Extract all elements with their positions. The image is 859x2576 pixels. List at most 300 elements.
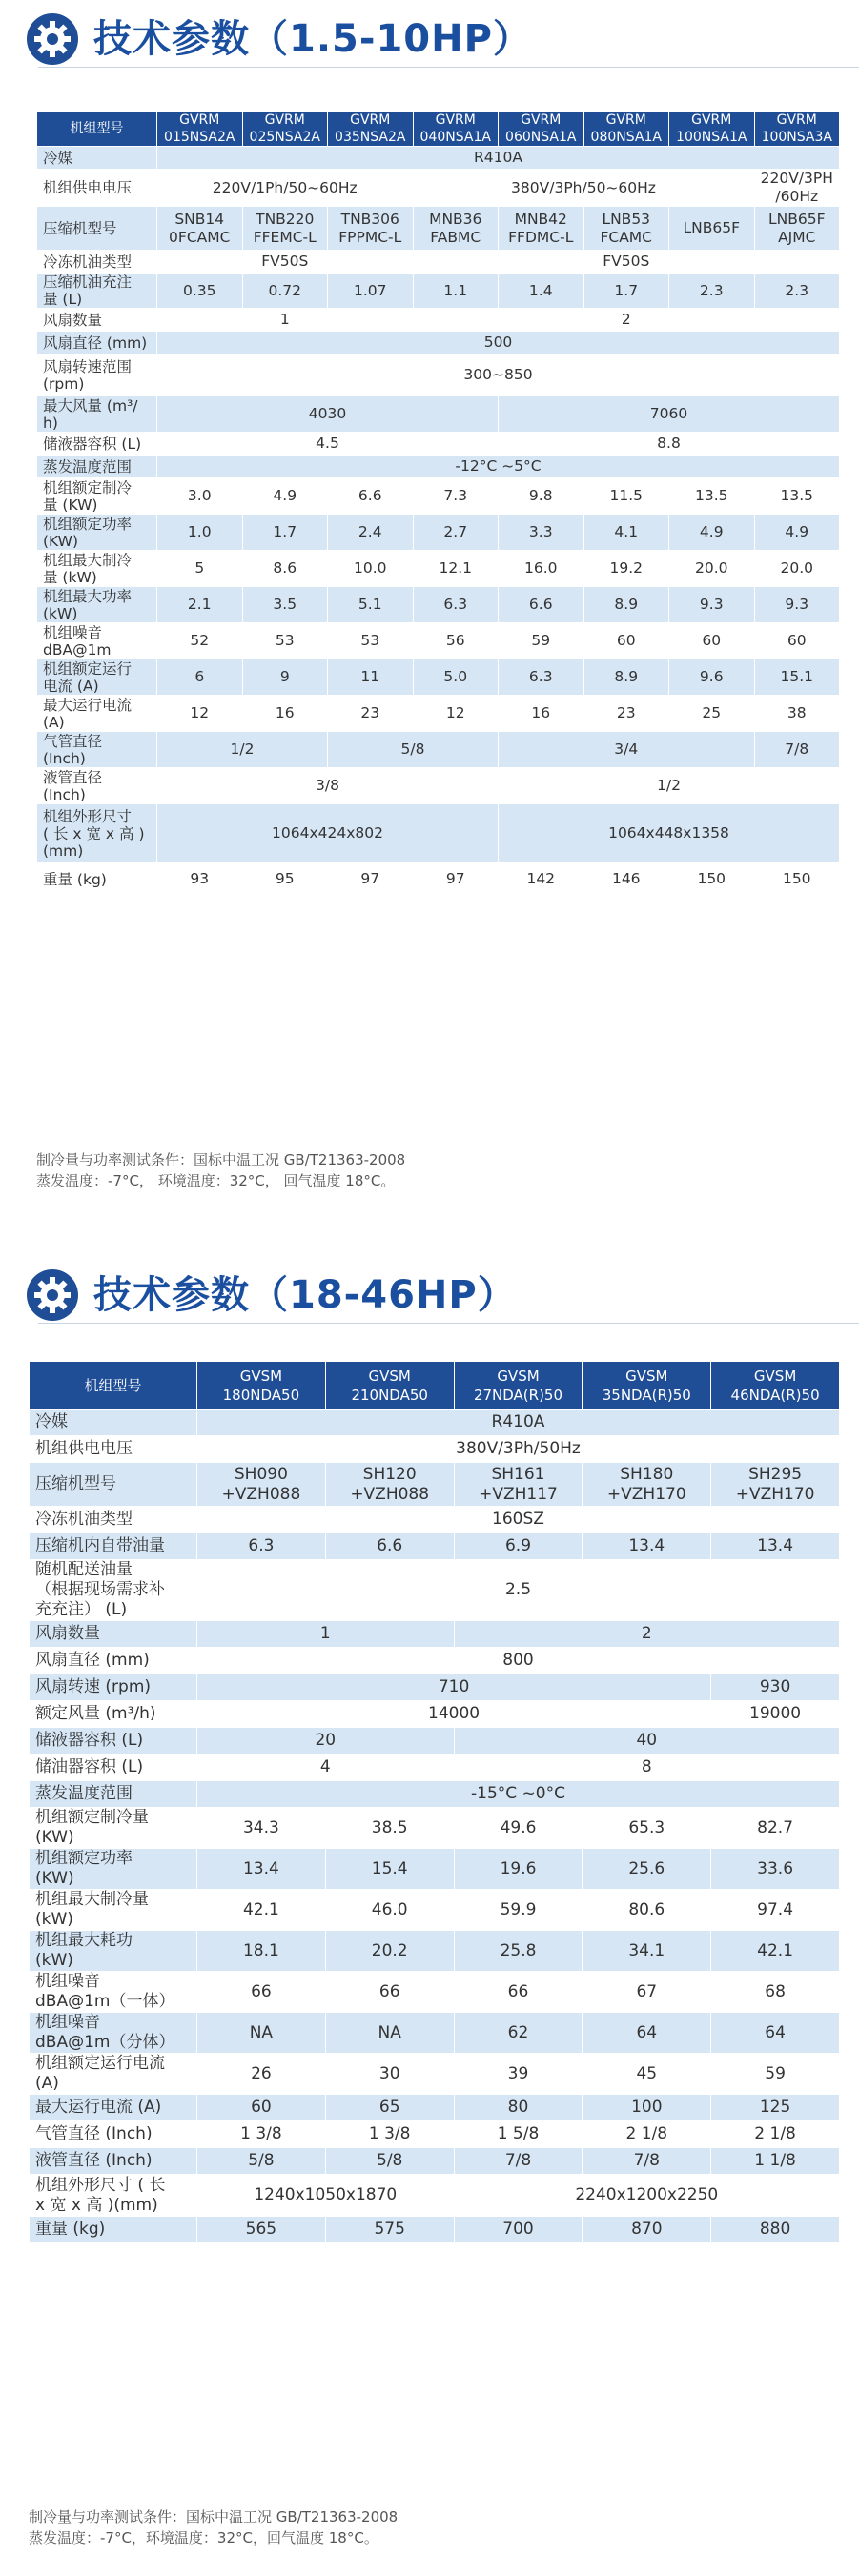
value-cell: 59 (499, 623, 584, 659)
table-row (30, 1755, 840, 1781)
value-cell: 575 (325, 2217, 454, 2243)
model-header-cell: GVRM 060NSA1A (499, 112, 584, 147)
value-cell: 565 (197, 2217, 326, 2243)
value-cell: 16 (242, 696, 328, 732)
value-cell: 1240x1050x1870 (197, 2175, 455, 2217)
model-header-cell: GVRM 100NSA1A (669, 112, 755, 147)
value-cell: 60 (754, 623, 840, 659)
value-cell: SH090 +VZH088 (197, 1463, 326, 1507)
spec-table-2-body (30, 1410, 840, 2243)
table-row (30, 2121, 840, 2148)
value-cell: 33.6 (711, 1849, 840, 1890)
value-cell: 66 (197, 1972, 326, 2013)
model-header-cell: GVRM 080NSA1A (583, 112, 669, 147)
value-cell: 14000 (197, 1701, 711, 1728)
header-row (30, 1362, 840, 1410)
model-header-cell: GVSM 35NDA(R)50 (583, 1362, 711, 1410)
value-cell: 34.1 (583, 1931, 711, 1972)
value-cell: 2.4 (328, 515, 414, 551)
value-cell: 59.9 (454, 1890, 583, 1931)
value-cell: 25 (669, 696, 755, 732)
table-row (30, 1533, 840, 1560)
row-label: 储油器容积 (L) (30, 1755, 197, 1781)
spec-table-1 (36, 111, 840, 896)
value-cell: 125 (711, 2095, 840, 2121)
value-cell: 1 3/8 (325, 2121, 454, 2148)
table-row (37, 863, 840, 896)
value-cell: 67 (583, 1972, 711, 2013)
value-cell: 97 (413, 863, 499, 896)
value-cell: 1.0 (157, 515, 243, 551)
value-cell: 68 (711, 1972, 840, 2013)
value-cell: SH120 +VZH088 (325, 1463, 454, 1507)
value-cell: 7/8 (583, 2148, 711, 2175)
value-cell: 80.6 (583, 1890, 711, 1931)
table-row (37, 170, 840, 207)
value-cell: 11 (328, 659, 414, 696)
value-cell: 380V/3Ph/50~60Hz (413, 170, 754, 207)
value-cell: 13.4 (711, 1533, 840, 1560)
value-cell: 15.1 (754, 659, 840, 696)
value-cell: 8.9 (583, 659, 669, 696)
value-cell: FV50S (413, 251, 840, 274)
value-cell: 1064x424x802 (157, 804, 499, 863)
value-cell: 5/8 (197, 2148, 326, 2175)
row-label: 机组最大耗功 (kW) (30, 1931, 197, 1972)
value-cell: 0.35 (157, 274, 243, 309)
value-cell: NA (325, 2013, 454, 2054)
value-cell: 3.5 (242, 587, 328, 623)
value-cell: 380V/3Ph/50Hz (197, 1436, 840, 1463)
value-cell: 4.9 (754, 515, 840, 551)
table-row (30, 1972, 840, 2013)
value-cell: 5/8 (328, 732, 499, 768)
value-cell: 25.8 (454, 1931, 583, 1972)
table-row (37, 804, 840, 863)
value-cell: 39 (454, 2054, 583, 2095)
row-label: 机组额定制冷 量 (KW) (37, 478, 157, 515)
table-row (37, 478, 840, 515)
value-cell: 13.5 (669, 478, 755, 515)
value-cell: 9.8 (499, 478, 584, 515)
row-label: 最大运行电流 (A) (37, 696, 157, 732)
value-cell: 66 (325, 1972, 454, 2013)
table-row (37, 456, 840, 478)
section1-divider (38, 67, 859, 68)
row-label: 液管直径 (Inch) (30, 2148, 197, 2175)
value-cell: 2 (413, 309, 840, 332)
row-label: 风扇数量 (37, 309, 157, 332)
row-label: 压缩机型号 (30, 1463, 197, 1507)
table-row (30, 2054, 840, 2095)
row-label: 机组供电电压 (30, 1436, 197, 1463)
value-cell: 142 (499, 863, 584, 896)
row-label: 风扇直径 (mm) (37, 332, 157, 355)
table-row (30, 2013, 840, 2054)
value-cell: 150 (754, 863, 840, 896)
value-cell: 2 1/8 (711, 2121, 840, 2148)
section2-divider (38, 1323, 859, 1324)
value-cell: 20.0 (669, 551, 755, 587)
row-label: 蒸发温度范围 (37, 456, 157, 478)
value-cell: 2.5 (197, 1560, 840, 1621)
value-cell: 19000 (711, 1701, 840, 1728)
value-cell: 3/8 (157, 768, 499, 804)
value-cell: 30 (325, 2054, 454, 2095)
row-label: 风扇数量 (30, 1621, 197, 1648)
row-label: 机组噪音 dBA@1m (37, 623, 157, 659)
value-cell: 2 1/8 (583, 2121, 711, 2148)
value-cell: 4.9 (669, 515, 755, 551)
value-cell: 6.9 (454, 1533, 583, 1560)
value-cell: 6.3 (499, 659, 584, 696)
value-cell: 5.1 (328, 587, 414, 623)
section2-title: 技术参数（18-46HP） (93, 1273, 517, 1317)
value-cell: 1 1/8 (711, 2148, 840, 2175)
value-cell: 65 (325, 2095, 454, 2121)
table-row (37, 732, 840, 768)
value-cell: 1 3/8 (197, 2121, 326, 2148)
value-cell: 3.3 (499, 515, 584, 551)
value-cell: 80 (454, 2095, 583, 2121)
value-cell: 12.1 (413, 551, 499, 587)
spec-table-2-head (30, 1362, 840, 1410)
value-cell: 10.0 (328, 551, 414, 587)
value-cell: MNB42 FFDMC-L (499, 207, 584, 251)
row-label: 机组额定功率 (KW) (30, 1849, 197, 1890)
row-label: 重量 (kg) (37, 863, 157, 896)
value-cell: 2.3 (669, 274, 755, 309)
value-cell: 97.4 (711, 1890, 840, 1931)
note-line: 蒸发温度：-7°C， 环境温度：32°C， 回气温度 18°C。 (36, 1172, 396, 1189)
value-cell: 4.1 (583, 515, 669, 551)
row-label: 最大风量 (m³/ h) (37, 396, 157, 433)
value-cell: 870 (583, 2217, 711, 2243)
table-row (30, 1674, 840, 1701)
value-cell: 7/8 (754, 732, 840, 768)
row-label: 重量 (kg) (30, 2217, 197, 2243)
value-cell: 13.5 (754, 478, 840, 515)
row-label: 额定风量 (m³/h) (30, 1701, 197, 1728)
table-row (37, 332, 840, 355)
row-label: 气管直径 (Inch) (30, 2121, 197, 2148)
gear-icon (27, 13, 78, 65)
value-cell: 65.3 (583, 1808, 711, 1849)
value-cell: 500 (157, 332, 840, 355)
value-cell: 0.72 (242, 274, 328, 309)
table-row (30, 1463, 840, 1507)
row-label: 最大运行电流 (A) (30, 2095, 197, 2121)
value-cell: 8.6 (242, 551, 328, 587)
value-cell: 40 (454, 1728, 839, 1755)
value-cell: 19.2 (583, 551, 669, 587)
value-cell: 150 (669, 863, 755, 896)
value-cell: 1 5/8 (454, 2121, 583, 2148)
table-row (37, 696, 840, 732)
value-cell: 42.1 (711, 1931, 840, 1972)
header-label-cell: 机组型号 (30, 1362, 197, 1410)
value-cell: 4.5 (157, 433, 499, 456)
value-cell: 880 (711, 2217, 840, 2243)
row-label: 风扇转速 (rpm) (30, 1674, 197, 1701)
value-cell: 6.6 (499, 587, 584, 623)
row-label: 冷媒 (30, 1410, 197, 1436)
row-label: 机组额定制冷量 (KW) (30, 1808, 197, 1849)
value-cell: 20.2 (325, 1931, 454, 1972)
table-row (37, 251, 840, 274)
table-row (37, 659, 840, 696)
model-header-cell: GVRM 100NSA3A (754, 112, 840, 147)
note-line: 制冷量与功率测试条件：国标中温工况 GB/T21363-2008 (29, 2508, 399, 2525)
value-cell: 38.5 (325, 1808, 454, 1849)
gear-icon (27, 1269, 78, 1321)
value-cell: 6 (157, 659, 243, 696)
value-cell: 20 (197, 1728, 455, 1755)
value-cell: 9.3 (669, 587, 755, 623)
header-row (37, 112, 840, 147)
value-cell: 2240x1200x2250 (454, 2175, 839, 2217)
value-cell: 1064x448x1358 (499, 804, 840, 863)
section2-notes (29, 2506, 398, 2548)
value-cell: FV50S (157, 251, 414, 274)
value-cell: 53 (242, 623, 328, 659)
value-cell: LNB65F AJMC (754, 207, 840, 251)
value-cell: 7.3 (413, 478, 499, 515)
value-cell: SH295 +VZH170 (711, 1463, 840, 1507)
model-header-cell: GVRM 015NSA2A (157, 112, 243, 147)
value-cell: 45 (583, 2054, 711, 2095)
value-cell: 12 (157, 696, 243, 732)
value-cell: 1.4 (499, 274, 584, 309)
value-cell: 930 (711, 1674, 840, 1701)
value-cell: 34.3 (197, 1808, 326, 1849)
table-row (37, 623, 840, 659)
value-cell: 6.3 (413, 587, 499, 623)
value-cell: 5/8 (325, 2148, 454, 2175)
value-cell: SNB14 0FCAMC (157, 207, 243, 251)
value-cell: 1 (157, 309, 414, 332)
value-cell: 1.7 (242, 515, 328, 551)
value-cell: 95 (242, 863, 328, 896)
row-label: 机组最大制冷量 (kW) (30, 1890, 197, 1931)
value-cell: 20.0 (754, 551, 840, 587)
value-cell: 7/8 (454, 2148, 583, 2175)
value-cell: 2.1 (157, 587, 243, 623)
value-cell: 3/4 (499, 732, 755, 768)
value-cell: 1.07 (328, 274, 414, 309)
value-cell: 16 (499, 696, 584, 732)
row-label: 机组额定功率 (KW) (37, 515, 157, 551)
value-cell: 49.6 (454, 1808, 583, 1849)
value-cell: -15°C ~0°C (197, 1781, 840, 1808)
table-row (37, 309, 840, 332)
value-cell: 82.7 (711, 1808, 840, 1849)
value-cell: MNB36 FABMC (413, 207, 499, 251)
value-cell: 2 (454, 1621, 839, 1648)
section1-notes (36, 1149, 405, 1191)
row-label: 机组噪音 dBA@1m（分体） (30, 2013, 197, 2054)
note-line: 蒸发温度：-7°C，环境温度：32°C，回气温度 18°C。 (29, 2529, 378, 2546)
row-label: 冷冻机油类型 (30, 1507, 197, 1533)
model-header-cell: GVSM 46NDA(R)50 (711, 1362, 840, 1410)
row-label: 冷媒 (37, 147, 157, 170)
table-row (37, 274, 840, 309)
value-cell: 2.7 (413, 515, 499, 551)
value-cell: 62 (454, 2013, 583, 2054)
row-label: 机组额定运行 电流 (A) (37, 659, 157, 696)
table-row (30, 1507, 840, 1533)
value-cell: 700 (454, 2217, 583, 2243)
row-label: 液管直径 (Inch) (37, 768, 157, 804)
value-cell: 46.0 (325, 1890, 454, 1931)
value-cell: 52 (157, 623, 243, 659)
value-cell: 800 (197, 1648, 840, 1674)
model-header-cell: GVSM 180NDA50 (197, 1362, 326, 1410)
value-cell: SH161 +VZH117 (454, 1463, 583, 1507)
value-cell: 26 (197, 2054, 326, 2095)
value-cell: 23 (328, 696, 414, 732)
model-header-cell: GVRM 035NSA2A (328, 112, 414, 147)
value-cell: 42.1 (197, 1890, 326, 1931)
value-cell: 59 (711, 2054, 840, 2095)
model-header-cell: GVRM 025NSA2A (242, 112, 328, 147)
value-cell: LNB53 FCAMC (583, 207, 669, 251)
row-label: 蒸发温度范围 (30, 1781, 197, 1808)
table-row (37, 147, 840, 170)
value-cell: 2.3 (754, 274, 840, 309)
table-row (30, 2175, 840, 2217)
value-cell: TNB306 FPPMC-L (328, 207, 414, 251)
value-cell: 4.9 (242, 478, 328, 515)
table-row (37, 433, 840, 456)
table-row (30, 1728, 840, 1755)
model-header-cell: GVRM 040NSA1A (413, 112, 499, 147)
value-cell: 1.1 (413, 274, 499, 309)
value-cell: 5.0 (413, 659, 499, 696)
value-cell: 13.4 (197, 1849, 326, 1890)
value-cell: 18.1 (197, 1931, 326, 1972)
value-cell: 1.7 (583, 274, 669, 309)
value-cell: 6.3 (197, 1533, 326, 1560)
table-row (30, 1890, 840, 1931)
row-label: 风扇直径 (mm) (30, 1648, 197, 1674)
value-cell: 4030 (157, 396, 499, 433)
value-cell: 6.6 (325, 1533, 454, 1560)
value-cell: 8 (454, 1755, 839, 1781)
spec-table-1-body (37, 147, 840, 896)
value-cell: 220V/1Ph/50~60Hz (157, 170, 414, 207)
value-cell: 64 (711, 2013, 840, 2054)
value-cell: 5 (157, 551, 243, 587)
spec-table-2 (29, 1361, 840, 2243)
header-label-cell: 机组型号 (37, 112, 157, 147)
value-cell: 25.6 (583, 1849, 711, 1890)
value-cell: 15.4 (325, 1849, 454, 1890)
value-cell: 60 (669, 623, 755, 659)
value-cell: SH180 +VZH170 (583, 1463, 711, 1507)
value-cell: 19.6 (454, 1849, 583, 1890)
row-label: 压缩机内自带油量 (30, 1533, 197, 1560)
table-row (37, 515, 840, 551)
row-label: 机组供电电压 (37, 170, 157, 207)
model-header-cell: GVSM 27NDA(R)50 (454, 1362, 583, 1410)
row-label: 压缩机油充注 量 (L) (37, 274, 157, 309)
table-row (30, 1931, 840, 1972)
row-label: 机组外形尺寸 ( 长 x 宽 x 高 )(mm) (30, 2175, 197, 2217)
table-row (37, 551, 840, 587)
value-cell: 13.4 (583, 1533, 711, 1560)
value-cell: 60 (583, 623, 669, 659)
row-label: 机组额定运行电流 (A) (30, 2054, 197, 2095)
table-row (30, 1560, 840, 1621)
table-row (30, 2217, 840, 2243)
value-cell: R410A (157, 147, 840, 170)
row-label: 风扇转速范围 (rpm) (37, 355, 157, 396)
table-row (30, 1781, 840, 1808)
value-cell: 9.6 (669, 659, 755, 696)
value-cell: 710 (197, 1674, 711, 1701)
table-row (37, 355, 840, 396)
value-cell: 23 (583, 696, 669, 732)
value-cell: 93 (157, 863, 243, 896)
table-row (37, 396, 840, 433)
value-cell: 146 (583, 863, 669, 896)
row-label: 机组噪音 dBA@1m（一体） (30, 1972, 197, 2013)
row-label: 储液器容积 (L) (30, 1728, 197, 1755)
row-label: 机组最大功率 (kW) (37, 587, 157, 623)
row-label: 气管直径 (Inch) (37, 732, 157, 768)
value-cell: 1/2 (499, 768, 840, 804)
table-row (30, 1648, 840, 1674)
value-cell: 1/2 (157, 732, 328, 768)
section1-title: 技术参数（1.5-10HP） (93, 17, 532, 61)
value-cell: 97 (328, 863, 414, 896)
section2-header (0, 1256, 859, 1332)
value-cell: 56 (413, 623, 499, 659)
table-row (30, 1849, 840, 1890)
row-label: 随机配送油量 （根据现场需求补 充充注） (L) (30, 1560, 197, 1621)
table-row (30, 2095, 840, 2121)
table-row (30, 1436, 840, 1463)
value-cell: 16.0 (499, 551, 584, 587)
value-cell: 6.6 (328, 478, 414, 515)
table-row (30, 1701, 840, 1728)
table-row (37, 587, 840, 623)
value-cell: 3.0 (157, 478, 243, 515)
value-cell: 300~850 (157, 355, 840, 396)
value-cell: 4 (197, 1755, 455, 1781)
row-label: 压缩机型号 (37, 207, 157, 251)
table-row (37, 768, 840, 804)
value-cell: -12°C ~5°C (157, 456, 840, 478)
value-cell: R410A (197, 1410, 840, 1436)
value-cell: 9 (242, 659, 328, 696)
table-row (30, 2148, 840, 2175)
value-cell: 160SZ (197, 1507, 840, 1533)
value-cell: 8.9 (583, 587, 669, 623)
table-row (30, 1808, 840, 1849)
value-cell: 11.5 (583, 478, 669, 515)
note-line: 制冷量与功率测试条件：国标中温工况 GB/T21363-2008 (36, 1151, 406, 1168)
value-cell: 53 (328, 623, 414, 659)
value-cell: 64 (583, 2013, 711, 2054)
value-cell: TNB220 FFEMC-L (242, 207, 328, 251)
row-label: 机组最大制冷 量 (kW) (37, 551, 157, 587)
value-cell: 220V/3PH /60Hz (754, 170, 840, 207)
row-label: 冷冻机油类型 (37, 251, 157, 274)
spec-table-1-head (37, 112, 840, 147)
table-row (30, 1621, 840, 1648)
